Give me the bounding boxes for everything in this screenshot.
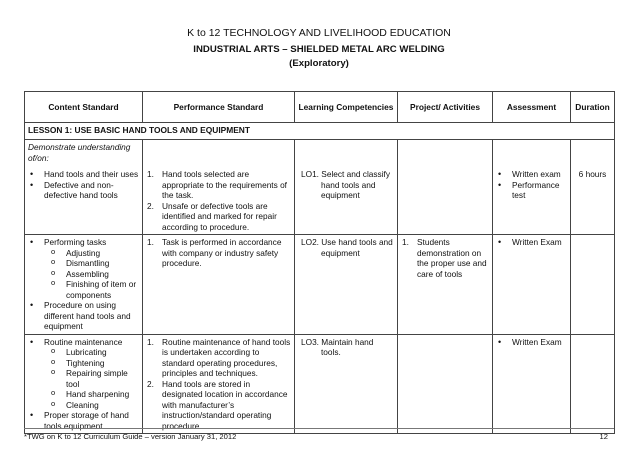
- list-item: 1. Students demonstration on the proper use and care of tools: [402, 237, 487, 279]
- lesson-title: LESSON 1: USE BASIC HAND TOOLS AND EQUIPMENT: [25, 123, 615, 140]
- list-item: • Procedure on using different hand tools and equipment: [28, 300, 139, 332]
- sub-list-item: o Repairing simple tool: [44, 368, 139, 389]
- list-item: • Routine maintenance o Lubricating o Tightening o Repairing simple tool o Hand sharpening o Cleaning: [28, 337, 139, 411]
- list-item: 2. Hand tools are stored in designated location in accordance with manufacturer’s instruction/standard operating procedure.: [147, 378, 288, 431]
- column-header: Performance Standard: [143, 92, 295, 123]
- list-item: • Written Exam: [496, 337, 567, 348]
- competency: LO1. Select and classify hand tools and equipment: [301, 169, 391, 200]
- curriculum-table: [24, 91, 615, 434]
- sub-list-item: o Cleaning: [44, 400, 139, 411]
- sub-list-item: o Hand sharpening: [44, 389, 139, 400]
- list-item: • Written exam: [496, 169, 567, 180]
- list-item: • Performing tasks o Adjusting o Dismantling o Assembling o Finishing of item or components: [28, 237, 139, 300]
- duration: 6 hours: [571, 163, 615, 235]
- footer-note: *TWG on K to 12 Curriculum Guide – version January 31, 2012: [24, 432, 237, 441]
- table-header-row: [25, 92, 615, 123]
- table-row: [25, 334, 615, 434]
- sub-list-item: o Finishing of item or components: [44, 279, 139, 300]
- list-item: 2. Unsafe or defective tools are identified and marked for repair according to procedure.: [147, 200, 277, 232]
- column-header: Learning Competencies: [295, 92, 398, 123]
- list-item: 1. Task is performed in accordance with company or industry safety procedure.: [147, 237, 282, 268]
- document-header-line-1: K to 12 TECHNOLOGY AND LIVELIHOOD EDUCATION: [187, 27, 451, 39]
- table-row: [25, 163, 615, 235]
- column-header: Assessment: [493, 92, 571, 123]
- page-footer: [24, 428, 614, 441]
- list-item: • Defective and non-defective hand tools: [28, 180, 139, 201]
- sub-list-item: o Adjusting: [44, 248, 139, 259]
- column-header: Content Standard: [25, 92, 143, 123]
- list-item: • Written Exam: [496, 237, 567, 248]
- sub-list-item: o Lubricating: [44, 347, 139, 358]
- competency: LO2. Use hand tools and equipment: [301, 237, 393, 258]
- list-item: 1. Routine maintenance of hand tools is undertaken according to standard operating procedures, principles and techniques.: [147, 336, 291, 378]
- sub-list-item: o Dismantling: [44, 258, 139, 269]
- page-number: 12: [599, 432, 608, 441]
- table-row: [25, 140, 615, 164]
- document-header-line-2: INDUSTRIAL ARTS – SHIELDED METAL ARC WELDING: [193, 44, 445, 55]
- list-item: • Performance test: [496, 180, 567, 201]
- competency: LO3. Maintain hand tools.: [301, 336, 374, 357]
- list-item: • Hand tools and their uses: [28, 169, 139, 180]
- sub-list-item: o Tightening: [44, 358, 139, 369]
- demonstrate-note: Demonstrate understanding of/on:: [25, 140, 143, 164]
- list-item: 1. Hand tools selected are appropriate to the requirements of the task.: [147, 169, 287, 200]
- column-header: Duration: [571, 92, 615, 123]
- list-item: • Proper storage of hand tools equipment: [28, 410, 139, 431]
- sub-list-item: o Assembling: [44, 269, 139, 280]
- table-row: [25, 235, 615, 335]
- document-header-line-3: (Exploratory): [289, 58, 349, 69]
- column-header: Project/ Activities: [398, 92, 493, 123]
- lesson-row: [25, 123, 615, 140]
